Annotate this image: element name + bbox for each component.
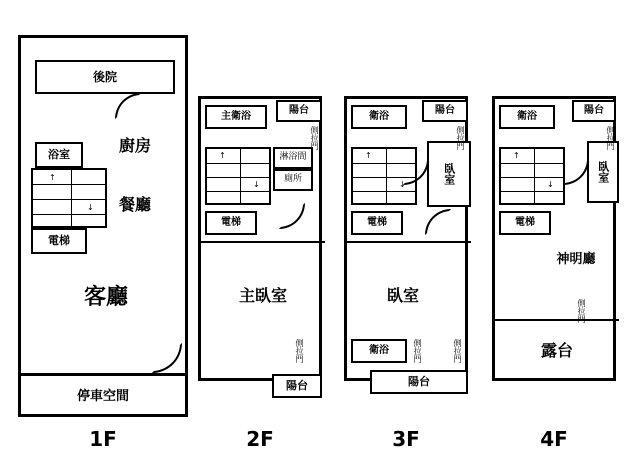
room-living: 客廳 — [83, 285, 128, 311]
room-balcony-2f-bottom: 陽台 — [272, 374, 322, 398]
sliding-door-tag-4f: 側拉門 — [577, 299, 586, 323]
floor-plan-3f — [344, 96, 468, 381]
stair-arrow-down-icon: ↓ — [87, 203, 94, 212]
room-master-bedroom: 主臥室 — [238, 285, 287, 305]
room-bathroom-3f-top: 衛浴 — [351, 105, 407, 129]
stair-arrow-down-icon: ↓ — [547, 180, 554, 189]
sliding-door-tag-3f-left: 側拉門 — [413, 339, 422, 363]
door-arc-bedroom-3f — [403, 159, 429, 185]
stair-arrow-up-icon: ↑ — [513, 151, 520, 160]
floor-label-2f: 2F — [246, 427, 274, 451]
room-elevator: 電梯 — [31, 228, 87, 254]
sliding-door-tag-4f-top: 側拉門 — [606, 126, 615, 150]
room-terrace: 露台 — [540, 340, 573, 360]
room-bedroom-3f-main: 臥室 — [386, 285, 419, 305]
divider-master-bedroom — [201, 241, 325, 243]
room-bedroom-4f — [587, 141, 619, 203]
door-arc-rear-yard — [115, 93, 141, 119]
room-elevator-2f: 電梯 — [205, 211, 257, 235]
floor-plan-1f — [18, 35, 188, 417]
floor-label-3f: 3F — [392, 427, 420, 451]
room-balcony-4f: 陽台 — [572, 100, 616, 122]
divider-bedroom-3f — [347, 241, 471, 243]
room-bedroom-3f-right-label: 臥室 — [442, 163, 456, 185]
room-bathroom-4f: 衛浴 — [499, 105, 555, 129]
room-shrine-hall: 神明廳 — [556, 252, 596, 268]
floor-label-1f: 1F — [89, 427, 117, 451]
room-toilet: 廁所 — [273, 169, 313, 191]
room-elevator-4f: 電梯 — [499, 211, 551, 235]
stair-arrow-down-icon: ↓ — [253, 180, 260, 189]
sliding-door-tag-2f: 側拉門 — [295, 339, 304, 363]
staircase-4f — [499, 147, 565, 205]
door-arc-hall-2f — [279, 203, 305, 229]
floor-plan-2f — [198, 96, 322, 381]
divider-parking — [21, 373, 185, 376]
room-balcony-3f-top: 陽台 — [422, 100, 468, 122]
room-bedroom-4f-label: 臥室 — [596, 161, 610, 183]
door-arc-entry — [152, 343, 182, 373]
room-bathroom: 浴室 — [35, 142, 83, 168]
room-bedroom-3f-right — [427, 141, 471, 207]
floor-plan-4f — [492, 96, 616, 381]
room-elevator-3f: 電梯 — [351, 211, 403, 235]
room-parking: 停車空間 — [76, 389, 129, 405]
door-arc-bedroom-4f — [563, 159, 589, 185]
staircase-2f — [205, 147, 271, 205]
floor-label-4f: 4F — [540, 427, 568, 451]
stair-arrow-up-icon: ↑ — [49, 173, 56, 182]
room-dining: 餐廳 — [118, 194, 151, 214]
room-kitchen: 廚房 — [118, 135, 151, 155]
room-bathroom-3f-bottom: 衛浴 — [351, 339, 407, 363]
stair-arrow-up-icon: ↑ — [365, 151, 372, 160]
room-balcony-3f-bottom: 陽台 — [370, 370, 468, 394]
sliding-door-tag-3f-top: 側拉門 — [456, 126, 465, 150]
sliding-door-tag-2f-top: 側拉門 — [310, 126, 319, 150]
room-balcony-2f-top: 陽台 — [276, 100, 322, 122]
stair-arrow-down-icon: ↓ — [399, 180, 406, 189]
sliding-door-tag-3f-right: 側拉門 — [453, 339, 462, 363]
room-rear-yard: 後院 — [35, 60, 175, 94]
stair-arrow-up-icon: ↑ — [219, 151, 226, 160]
room-master-bathroom: 主衛浴 — [205, 105, 267, 129]
staircase-1f — [31, 168, 107, 228]
divider-terrace — [495, 319, 619, 321]
room-shower: 淋浴間 — [273, 147, 313, 169]
door-arc-hall-3f — [425, 209, 451, 235]
